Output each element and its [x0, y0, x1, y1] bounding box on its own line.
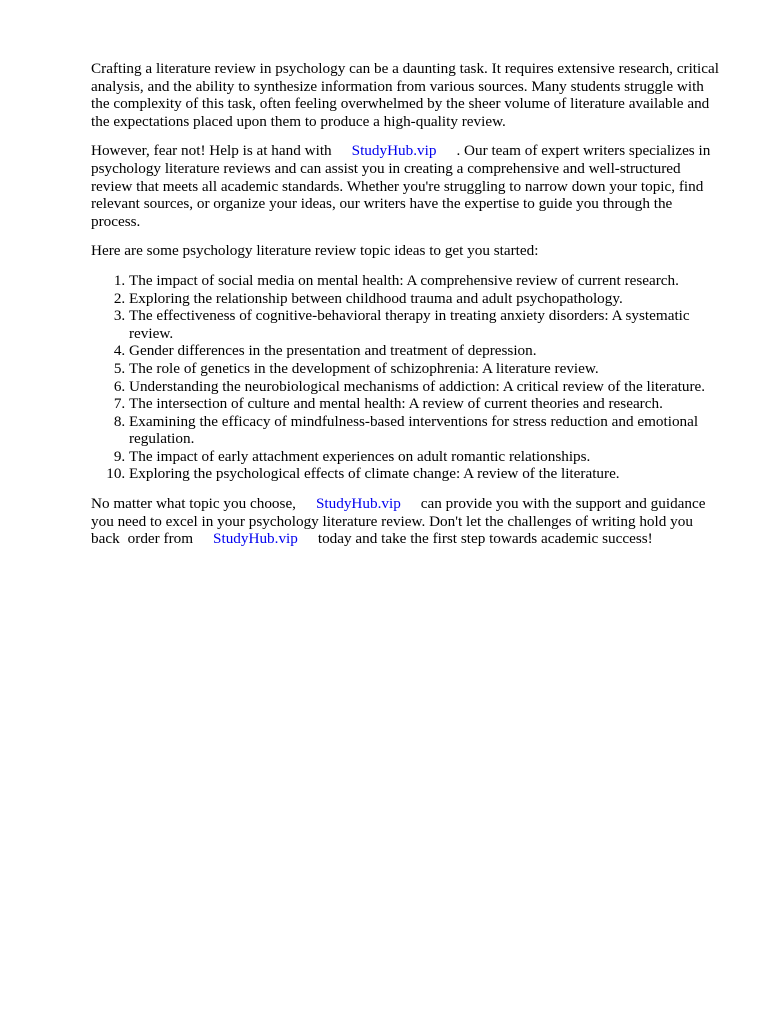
closing-paragraph [91, 495, 721, 548]
list-item: 9. The impact of early attachment experiences on adult romantic relationships. [129, 448, 721, 466]
closing-text-4: today and take the first step towards academic success! [317, 530, 653, 548]
closing-text-1: No matter what topic you choose, [91, 495, 296, 513]
list-item: 1. The impact of social media on mental health: A comprehensive review of current research. [129, 272, 721, 290]
closing-text-3: order from [127, 530, 194, 548]
help-text-before: However, fear not! Help is at hand with [91, 142, 332, 160]
list-item: 4. Gender differences in the presentation and treatment of depression. [129, 342, 721, 360]
studyhub-link-3[interactable]: StudyHub.vip [213, 530, 298, 548]
list-item: 2. Exploring the relationship between childhood trauma and adult psychopathology. [129, 290, 721, 308]
intro-paragraph: Crafting a literature review in psychology can be a daunting task. It requires extensive research, critical analysis, and the ability to synthesize information from various sources. Many students struggle with the complexity of this task, often feeling overwhelmed by the sheer volume of literature available and the expectations placed upon them to produce a high-quality review. [91, 60, 719, 130]
list-item: 7. The intersection of culture and mental health: A review of current theories and research. [129, 395, 721, 413]
list-item: 10. Exploring the psychological effects of climate change: A review of the literature. [129, 465, 721, 483]
list-intro: Here are some psychology literature review topic ideas to get you started: [91, 242, 539, 260]
help-paragraph [91, 142, 721, 230]
help-text-after: . Our team of expert writers specializes in psychology literature reviews and can assist you in creating a comprehensive and well-structured review that meets all academic standards. Whether you're struggling to narrow down your topic, find relevant sources, or organize your ideas, our writers have the expertise to guide you through the process. [91, 142, 711, 230]
list-item: 6. Understanding the neurobiological mechanisms of addiction: A critical review of the literature. [129, 378, 721, 396]
list-item: 3. The effectiveness of cognitive-behavioral therapy in treating anxiety disorders: A systematic review. [129, 307, 721, 342]
list-item: 8. Examining the efficacy of mindfulness-based interventions for stress reduction and emotional regulation. [129, 413, 721, 448]
list-item: 5. The role of genetics in the development of schizophrenia: A literature review. [129, 360, 721, 378]
studyhub-link-1[interactable]: StudyHub.vip [351, 142, 437, 160]
closing-text-2: can provide you with the support and guidance you need to excel in your psychology literature review. Don't let the challenges of writing hold you back [91, 495, 706, 548]
studyhub-link-2[interactable]: StudyHub.vip [315, 495, 401, 513]
topic-list [91, 272, 721, 483]
